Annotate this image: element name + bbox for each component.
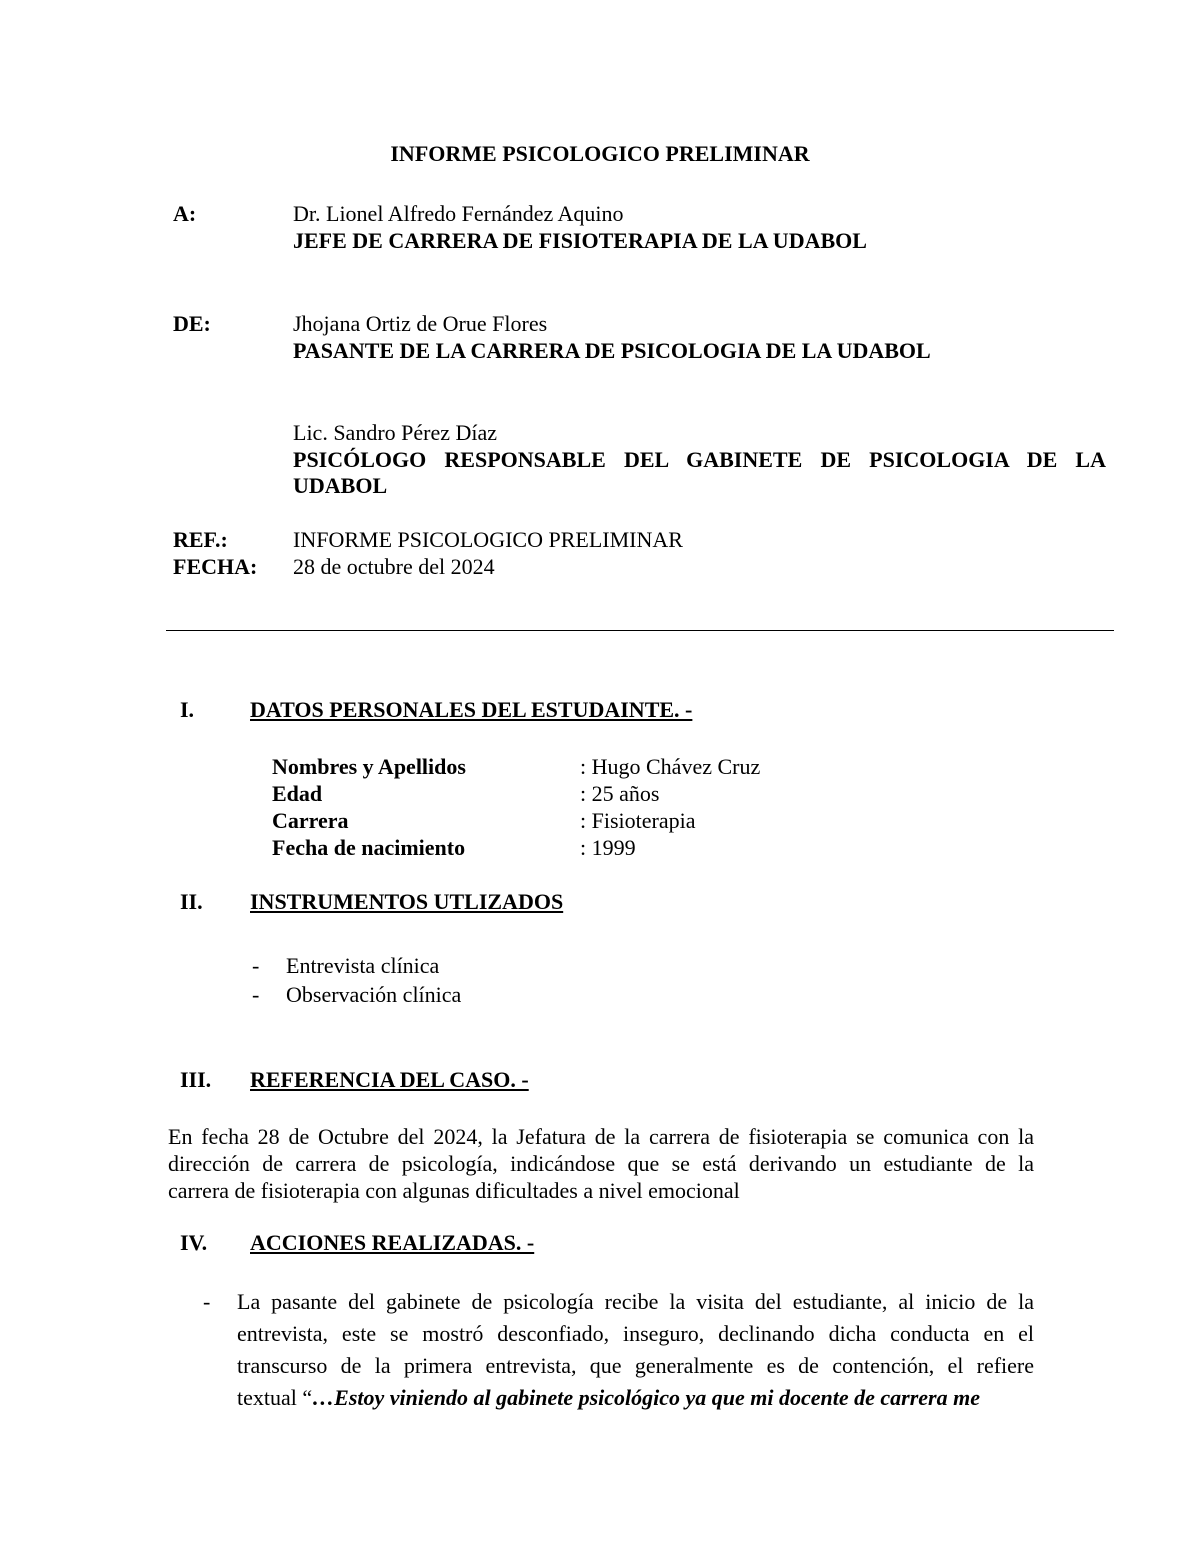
actions-line: La pasante del gabinete de psicología recibe la visita del estudiante, al inicio de la bbox=[237, 1289, 1034, 1314]
actions-line: entrevista, este se mostró desconfiado, inseguro, declinando dicha conducta en el bbox=[237, 1321, 1034, 1346]
personal-label-birthdate: Fecha de nacimiento bbox=[272, 835, 466, 860]
from-label: DE: bbox=[173, 311, 211, 336]
personal-label-name: Nombres y Apellidos bbox=[272, 754, 466, 779]
ref-label: REF.: bbox=[173, 527, 228, 552]
to-name: Dr. Lionel Alfredo Fernández Aquino bbox=[293, 201, 624, 226]
from-name-2: Lic. Sandro Pérez Díaz bbox=[293, 420, 498, 445]
reference-line: En fecha 28 de Octubre del 2024, la Jefatura de la carrera de fisioterapia se comunica con la bbox=[168, 1124, 1034, 1149]
from-role-2-line2: UDABOL bbox=[293, 473, 388, 498]
section-1-title: DATOS PERSONALES DEL ESTUDAINTE. - bbox=[250, 697, 693, 722]
from-role-2-line1: PSICÓLOGO RESPONSABLE DEL GABINETE DE PSICOLOGIA DE LA bbox=[293, 447, 1106, 472]
reference-line: carrera de fisioterapia con algunas dificultades a nivel emocional bbox=[168, 1178, 740, 1203]
section-3-number: III. bbox=[180, 1067, 212, 1092]
actions-line bbox=[237, 1385, 980, 1411]
date-value: 28 de octubre del 2024 bbox=[293, 554, 495, 579]
horizontal-divider bbox=[166, 630, 1114, 631]
actions-line: transcurso de la primera entrevista, que generalmente es de contención, el refiere bbox=[237, 1353, 1034, 1378]
section-3-title: REFERENCIA DEL CASO. - bbox=[250, 1067, 529, 1092]
instrument-item: Observación clínica bbox=[286, 982, 462, 1007]
actions-line-plain: textual “ bbox=[237, 1385, 313, 1410]
personal-value-birthdate: : 1999 bbox=[580, 835, 636, 860]
personal-label-career: Carrera bbox=[272, 808, 349, 833]
list-bullet: - bbox=[203, 1289, 211, 1314]
personal-value-name: : Hugo Chávez Cruz bbox=[580, 754, 761, 779]
instrument-item: Entrevista clínica bbox=[286, 953, 440, 978]
section-2-number: II. bbox=[180, 889, 203, 914]
section-1-number: I. bbox=[180, 697, 195, 722]
ref-value: INFORME PSICOLOGICO PRELIMINAR bbox=[293, 527, 683, 552]
section-4-title: ACCIONES REALIZADAS. - bbox=[250, 1230, 535, 1255]
personal-value-career: : Fisioterapia bbox=[580, 808, 696, 833]
personal-value-age: : 25 años bbox=[580, 781, 660, 806]
list-bullet: - bbox=[252, 953, 260, 978]
section-2-title: INSTRUMENTOS UTLIZADOS bbox=[250, 889, 564, 914]
list-bullet: - bbox=[252, 982, 260, 1007]
to-label: A: bbox=[173, 201, 197, 226]
document-title: INFORME PSICOLOGICO PRELIMINAR bbox=[390, 141, 810, 166]
to-role: JEFE DE CARRERA DE FISIOTERAPIA DE LA UDABOL bbox=[293, 228, 867, 253]
date-label: FECHA: bbox=[173, 554, 258, 579]
actions-quote: …Estoy viniendo al gabinete psicológico ya que mi docente de carrera me bbox=[312, 1385, 980, 1410]
personal-label-age: Edad bbox=[272, 781, 323, 806]
section-4-number: IV. bbox=[180, 1230, 208, 1255]
from-name-1: Jhojana Ortiz de Orue Flores bbox=[293, 311, 548, 336]
from-role-1: PASANTE DE LA CARRERA DE PSICOLOGIA DE LA UDABOL bbox=[293, 338, 931, 363]
reference-line: dirección de carrera de psicología, indicándose que se está derivando un estudiante de la bbox=[168, 1151, 1034, 1176]
